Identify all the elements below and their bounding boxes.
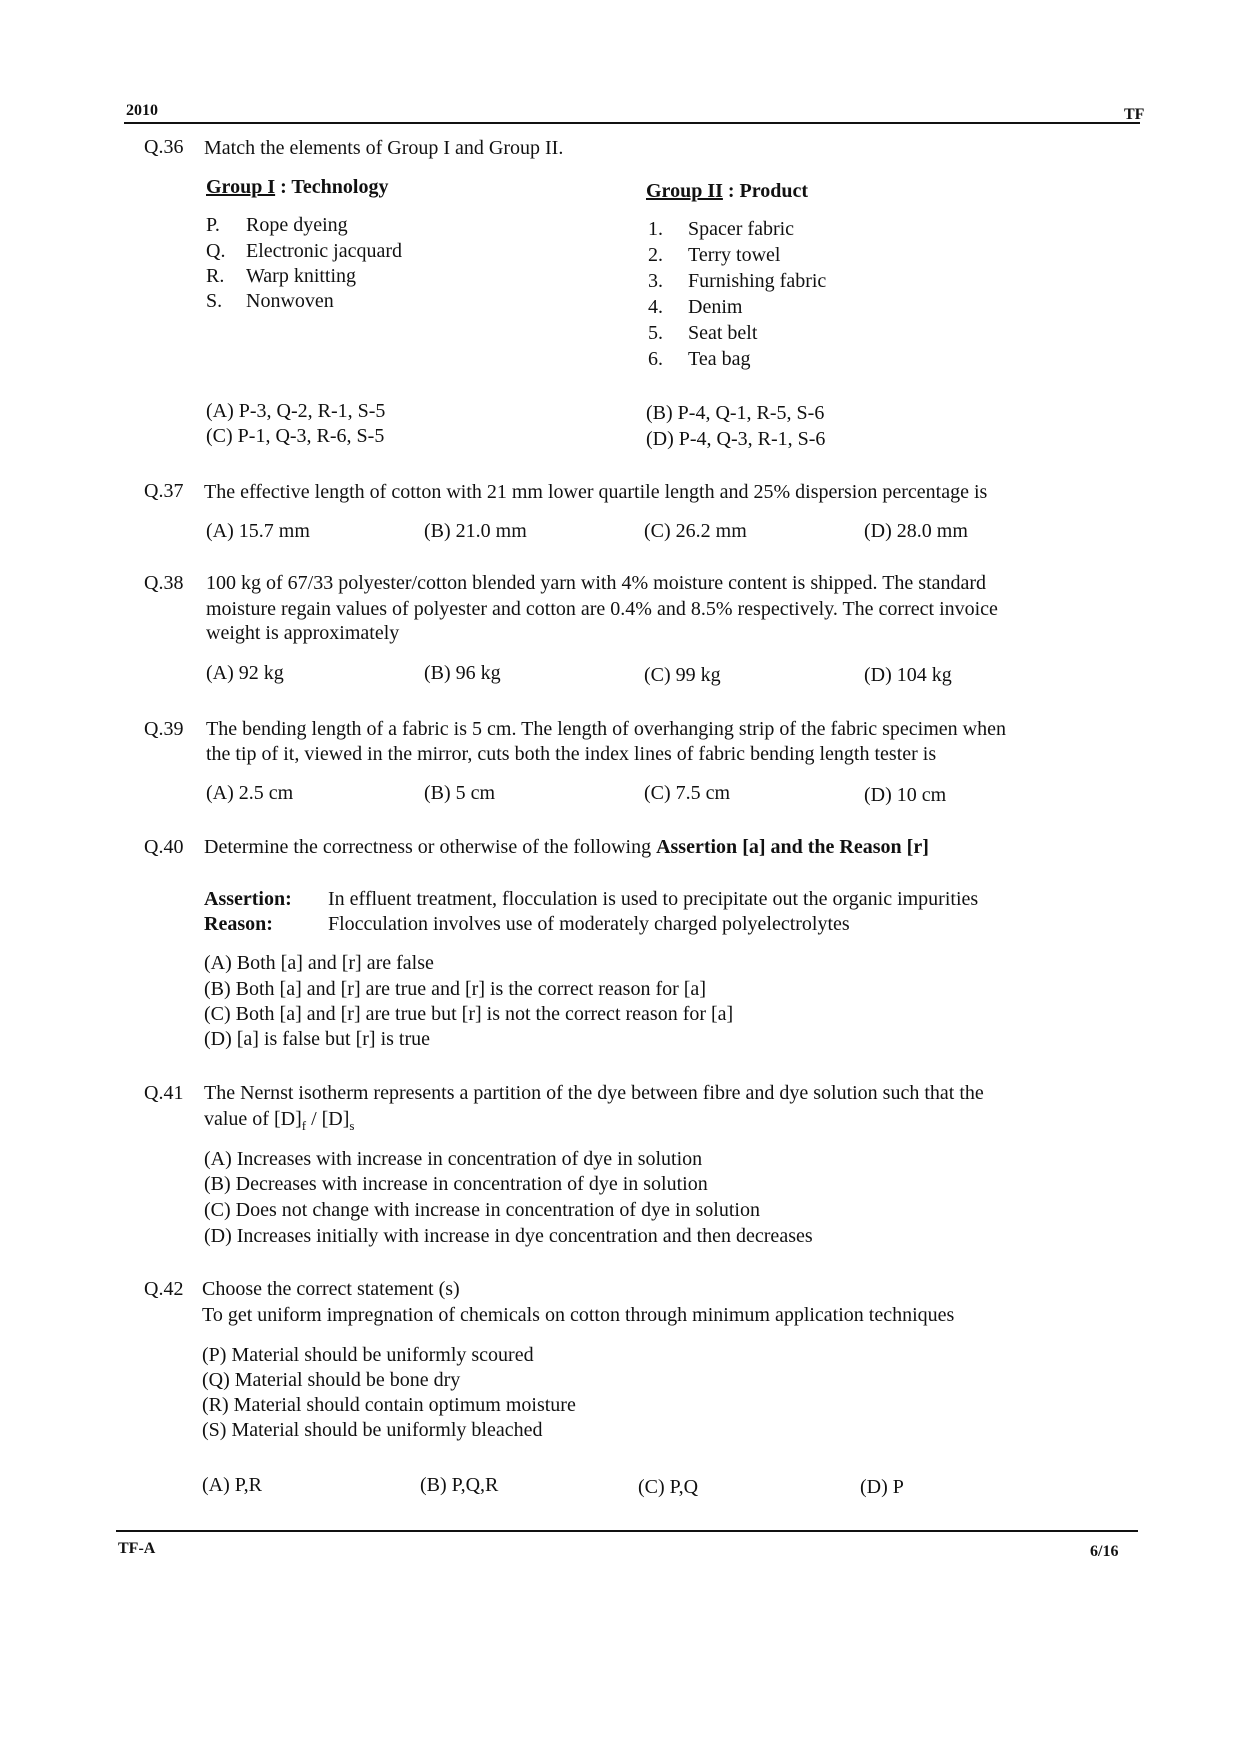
group2-item: 1. Spacer fabric	[648, 218, 795, 240]
q41-text-line1: The Nernst isotherm represents a partition of the dye between fibre and dye solution such that the	[204, 1082, 984, 1104]
group2-item: 5. Seat belt	[648, 322, 758, 344]
q42-text-line2: To get uniform impregnation of chemicals on cotton through minimum application techniques	[202, 1304, 955, 1326]
q37-option-c: (C) 26.2 mm	[644, 520, 747, 542]
q38-option-b: (B) 96 kg	[424, 662, 501, 684]
q39-option-c: (C) 7.5 cm	[644, 782, 731, 804]
group2-suffix: : Product	[722, 180, 809, 202]
group2-item: 6. Tea bag	[648, 348, 751, 370]
q42-option-a: (A) P,R	[202, 1474, 263, 1496]
group2-item: 2. Terry towel	[648, 244, 781, 266]
q36-option-b: (B) P-4, Q-1, R-5, S-6	[646, 402, 825, 424]
assertion-label: Assertion:	[204, 888, 292, 910]
footer-page-number: 6/16	[1090, 1543, 1119, 1560]
group1-suffix: : Technology	[275, 176, 389, 198]
q39-number: Q.39	[144, 718, 184, 740]
q37-option-a: (A) 15.7 mm	[206, 520, 310, 542]
q36-option-d: (D) P-4, Q-3, R-1, S-6	[646, 428, 826, 450]
q42-statement-r: (R) Material should contain optimum moisture	[202, 1394, 576, 1416]
q37-option-b: (B) 21.0 mm	[424, 520, 527, 542]
q41-option-b: (B) Decreases with increase in concentration of dye in solution	[204, 1173, 708, 1195]
group2-item: 4. Denim	[648, 296, 743, 318]
reason-label: Reason:	[204, 913, 273, 935]
q41-option-d: (D) Increases initially with increase in dye concentration and then decreases	[204, 1225, 813, 1247]
q42-statement-q: (Q) Material should be bone dry	[202, 1369, 461, 1391]
q41-option-a: (A) Increases with increase in concentration of dye in solution	[204, 1148, 703, 1170]
q42-option-b: (B) P,Q,R	[420, 1474, 499, 1496]
group1-item: Q. Electronic jacquard	[206, 240, 403, 262]
group1-item: R. Warp knitting	[206, 265, 357, 287]
header-year: 2010	[126, 102, 158, 119]
q36-text: Match the elements of Group I and Group II.	[204, 137, 564, 159]
group2-title: Group II	[646, 180, 723, 202]
q40-option-b: (B) Both [a] and [r] are true and [r] is the correct reason for [a]	[204, 978, 706, 1000]
q36-option-c: (C) P-1, Q-3, R-6, S-5	[206, 425, 385, 447]
subscript-s: s	[349, 1118, 355, 1133]
footer-paper-code: TF-A	[118, 1540, 156, 1557]
group1-title: Group I	[206, 176, 276, 198]
footer-rule	[116, 1530, 1138, 1532]
subscript-f: f	[301, 1118, 307, 1133]
q38-text-line2: moisture regain values of polyester and cotton are 0.4% and 8.5% respectively. The correct invoice	[206, 598, 998, 620]
group1-item: S. Nonwoven	[206, 290, 334, 312]
q39-text-line1: The bending length of a fabric is 5 cm. The length of overhanging strip of the fabric specimen when	[206, 718, 1006, 740]
q42-number: Q.42	[144, 1278, 184, 1300]
q39-option-a: (A) 2.5 cm	[206, 782, 294, 804]
q37-text: The effective length of cotton with 21 mm lower quartile length and 25% dispersion percentage is	[204, 481, 988, 503]
q42-statement-s: (S) Material should be uniformly bleached	[202, 1419, 543, 1441]
q40-number: Q.40	[144, 836, 184, 858]
q41-number: Q.41	[144, 1082, 184, 1104]
q41-option-c: (C) Does not change with increase in concentration of dye in solution	[204, 1199, 760, 1221]
q38-text-line1: 100 kg of 67/33 polyester/cotton blended yarn with 4% moisture content is shipped. The standard	[206, 572, 987, 594]
q40-option-d: (D) [a] is false but [r] is true	[204, 1028, 431, 1050]
group2-item: 3. Furnishing fabric	[648, 270, 827, 292]
header-paper-code: TF	[1124, 106, 1145, 123]
q39-option-d: (D) 10 cm	[864, 784, 947, 806]
q38-text-line3: weight is approximately	[206, 622, 400, 644]
q38-option-c: (C) 99 kg	[644, 664, 721, 686]
assertion-word: Assertion	[656, 836, 738, 858]
q42-option-d: (D) P	[860, 1476, 904, 1498]
q40-option-a: (A) Both [a] and [r] are false	[204, 952, 434, 974]
q38-option-d: (D) 104 kg	[864, 664, 952, 686]
q39-text-line2: the tip of it, viewed in the mirror, cuts both the index lines of fabric bending length tester is	[206, 743, 937, 765]
q36-group2-heading	[646, 180, 808, 203]
assertion-text: In effluent treatment, flocculation is used to precipitate out the organic impurities	[328, 888, 979, 910]
q36-group1-heading	[206, 176, 388, 199]
q42-option-c: (C) P,Q	[638, 1476, 699, 1498]
q40-text: Determine the correctness or otherwise of the following Assertion [a] and the Reason [r]	[204, 836, 929, 858]
q42-statement-p: (P) Material should be uniformly scoured	[202, 1344, 534, 1366]
header-rule	[124, 122, 1140, 124]
q40-option-c: (C) Both [a] and [r] are true but [r] is not the correct reason for [a]	[204, 1003, 734, 1025]
q42-text-line1: Choose the correct statement (s)	[202, 1278, 460, 1300]
reason-word: Reason	[839, 836, 902, 858]
q39-option-b: (B) 5 cm	[424, 782, 496, 804]
reason-text: Flocculation involves use of moderately charged polyelectrolytes	[328, 913, 850, 935]
group1-item: P. Rope dyeing	[206, 214, 348, 236]
q41-text-line2: value of $[D]_f / [D]_s$	[204, 1108, 355, 1133]
q38-number: Q.38	[144, 572, 184, 594]
q37-option-d: (D) 28.0 mm	[864, 520, 968, 542]
q37-number: Q.37	[144, 480, 184, 502]
q36-option-a: (A) P-3, Q-2, R-1, S-5	[206, 400, 386, 422]
q38-option-a: (A) 92 kg	[206, 662, 284, 684]
q36-number: Q.36	[144, 136, 184, 158]
